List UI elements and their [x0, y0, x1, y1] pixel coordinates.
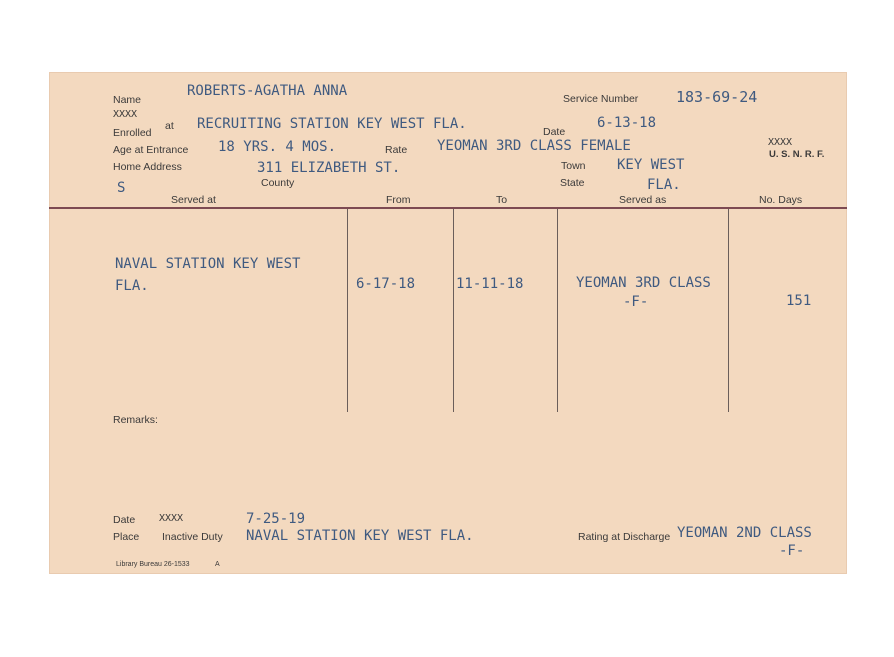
no-days-value: 151 [786, 293, 812, 309]
enrolled-label: Enrolled [113, 127, 152, 139]
place-label: Place [113, 531, 140, 543]
age-value: 18 YRS. 4 MOS. [218, 139, 337, 155]
name-value: ROBERTS-AGATHA ANNA [187, 83, 348, 99]
county-value: S [117, 180, 126, 196]
column-divider [453, 209, 454, 412]
discharge-place-value: NAVAL STATION KEY WEST FLA. [246, 528, 474, 544]
home-address-value: 311 ELIZABETH ST. [257, 160, 401, 176]
served-at-line1: NAVAL STATION KEY WEST [115, 256, 301, 272]
age-label: Age at Entrance [113, 144, 189, 156]
rate-label: Rate [385, 144, 408, 156]
from-value: 6-17-18 [356, 276, 416, 292]
remarks-label: Remarks: [113, 414, 158, 426]
to-value: 11-11-18 [456, 276, 524, 292]
home-address-label: Home Address [113, 161, 182, 173]
county-label: County [261, 177, 295, 189]
printer-footer: Library Bureau 26-1533 [116, 561, 190, 568]
service-number-label: Service Number [563, 93, 639, 105]
discharge-overstrike: XXXX [159, 513, 184, 524]
from-header: From [386, 194, 411, 206]
state-value: FLA. [647, 177, 681, 193]
date-label: Date [543, 126, 566, 138]
service-record-card [49, 72, 847, 574]
column-divider [347, 209, 348, 412]
served-as-header: Served as [619, 194, 667, 206]
to-header: To [496, 194, 508, 206]
service-number-value: 183-69-24 [676, 88, 758, 106]
at-label: at [165, 120, 174, 132]
column-divider [728, 209, 729, 412]
served-at-line2: FLA. [115, 278, 149, 294]
served-as-line1: YEOMAN 3RD CLASS [576, 275, 711, 291]
enrolled-date-value: 6-13-18 [597, 115, 657, 131]
discharge-date-value: 7-25-19 [246, 511, 306, 527]
served-as-line2: -F- [623, 294, 649, 310]
enrolled-overstrike: XXXX [113, 109, 138, 120]
rating-at-discharge-line1: YEOMAN 2ND CLASS [677, 525, 812, 541]
enrolled-at-value: RECRUITING STATION KEY WEST FLA. [197, 116, 467, 132]
state-label: State [560, 177, 585, 189]
name-label: Name [113, 94, 142, 106]
town-label: Town [561, 160, 586, 172]
rate-value: YEOMAN 3RD CLASS FEMALE [437, 138, 631, 154]
rating-at-discharge-label: Rating at Discharge [578, 531, 671, 543]
corps-label: U. S. N. R. F. [769, 149, 825, 160]
discharge-date-label: Date [113, 514, 136, 526]
town-value: KEY WEST [617, 157, 685, 173]
inactive-duty-label: Inactive Duty [162, 531, 223, 543]
printer-footer-mark: A [215, 561, 220, 568]
served-at-header: Served at [171, 194, 216, 206]
corps-overstrike: XXXX [768, 137, 793, 148]
rating-at-discharge-line2: -F- [779, 543, 805, 559]
column-divider [557, 209, 558, 412]
no-days-header: No. Days [759, 194, 803, 206]
